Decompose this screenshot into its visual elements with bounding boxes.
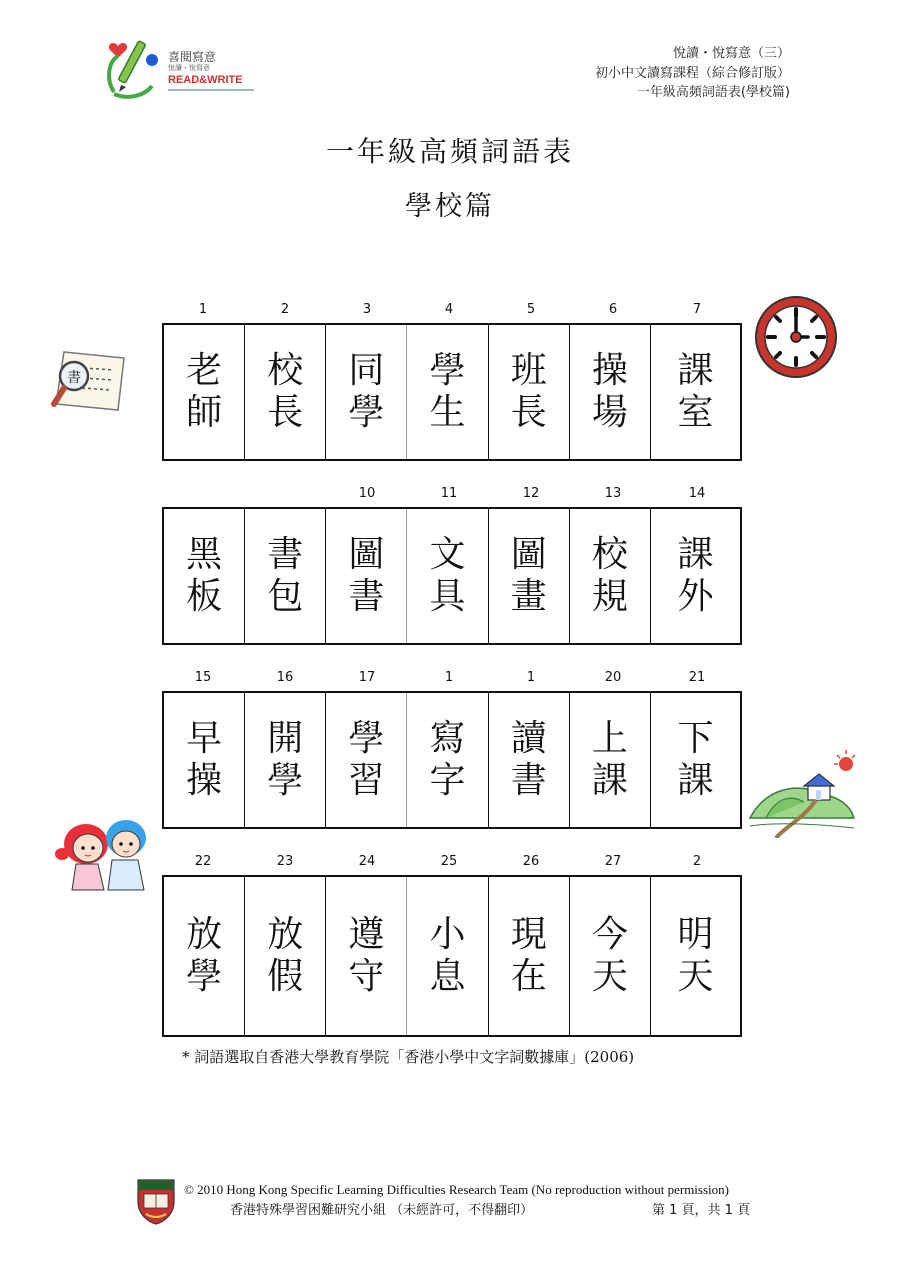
word-number: 11: [440, 486, 458, 501]
word-number: 15: [194, 670, 212, 685]
word-char: 習: [348, 760, 385, 801]
word-cell: [651, 877, 740, 1035]
word-char: 操: [591, 350, 628, 391]
word-cell: [164, 509, 245, 643]
word-char: 課: [677, 760, 714, 801]
word-number: 5: [526, 302, 536, 317]
word-cell: [407, 877, 488, 1035]
word-row-1: [162, 323, 742, 461]
word-char: 生: [429, 392, 466, 433]
word-char: 長: [510, 392, 547, 433]
word-char: 課: [677, 350, 714, 391]
logo-english: READ&WRITE: [168, 74, 243, 86]
word-cell: [326, 693, 407, 827]
header-line-1: 悅讀・悅寫意（三）: [672, 46, 790, 61]
word-char: 學: [429, 350, 466, 391]
word-char: 師: [186, 392, 223, 433]
word-number: 2: [692, 854, 702, 869]
word-cell: [326, 509, 407, 643]
word-char: 黑: [186, 534, 223, 575]
word-char: 守: [348, 956, 385, 997]
word-char: 書: [348, 576, 385, 617]
row-1-numbers: [162, 302, 740, 317]
word-cell: [164, 877, 245, 1035]
word-char: 現: [510, 914, 547, 955]
word-char: 字: [429, 760, 466, 801]
university-crest-icon: [134, 1176, 178, 1226]
word-cell: [407, 325, 488, 459]
word-cell: [489, 509, 570, 643]
word-char: 班: [510, 350, 547, 391]
word-char: 今: [591, 914, 628, 955]
word-number: 1: [444, 670, 454, 685]
word-number: 22: [194, 854, 212, 869]
word-char: 息: [429, 956, 466, 997]
brand-logo: [104, 36, 254, 100]
footer-page-number: 第 1 頁，共 1 頁: [652, 1203, 751, 1218]
word-char: 規: [591, 576, 628, 617]
word-number: 17: [358, 670, 376, 685]
word-char: 場: [591, 392, 628, 433]
word-cell: [326, 877, 407, 1035]
word-number: 1: [526, 670, 536, 685]
word-char: 板: [186, 576, 223, 617]
word-row-2: [162, 507, 742, 645]
word-char: 圖: [348, 534, 385, 575]
word-number: 13: [604, 486, 622, 501]
word-char: 校: [591, 534, 628, 575]
word-number: 23: [276, 854, 294, 869]
word-cell: [489, 325, 570, 459]
word-char: 書: [267, 534, 304, 575]
landscape-house-icon: [746, 748, 856, 838]
word-char: 小: [429, 914, 466, 955]
word-char: 校: [267, 350, 304, 391]
word-char: 放: [186, 914, 223, 955]
word-number: 7: [692, 302, 702, 317]
word-cell: [407, 693, 488, 827]
header-line-3: 一年級高頻詞語表(學校篇): [636, 85, 790, 100]
word-cell: [570, 877, 651, 1035]
footer-chinese: 香港特殊學習困難研究小組 （未經許可，不得翻印）: [230, 1203, 534, 1218]
word-cell: [326, 325, 407, 459]
word-cell: [489, 693, 570, 827]
word-number: 3: [362, 302, 372, 317]
word-char: 開: [267, 718, 304, 759]
word-char: 放: [267, 914, 304, 955]
word-char: 學: [348, 718, 385, 759]
word-number: 10: [358, 486, 376, 501]
word-number: [162, 486, 244, 501]
word-number: 16: [276, 670, 294, 685]
word-cell: [570, 509, 651, 643]
word-number: 25: [440, 854, 458, 869]
word-char: 外: [677, 576, 714, 617]
word-char: 課: [591, 760, 628, 801]
word-char: 下: [677, 718, 714, 759]
word-char: 課: [677, 534, 714, 575]
word-cell: [489, 877, 570, 1035]
paper-magnifier-icon: [44, 344, 134, 416]
word-row-4: [162, 875, 742, 1037]
word-char: 讀: [510, 718, 547, 759]
word-number: 27: [604, 854, 622, 869]
word-char: 學: [267, 760, 304, 801]
clock-icon: [751, 292, 841, 382]
word-char: 操: [186, 760, 223, 801]
page-title: 一年級高頻詞語表: [325, 135, 574, 168]
word-char: 天: [591, 956, 628, 997]
children-icon: [52, 814, 162, 894]
word-number: 12: [522, 486, 540, 501]
row-2-numbers: [162, 486, 740, 501]
word-char: 早: [186, 718, 223, 759]
word-char: 包: [267, 576, 304, 617]
word-char: 假: [267, 956, 304, 997]
word-char: 長: [267, 392, 304, 433]
word-char: 在: [510, 956, 547, 997]
word-cell: [164, 325, 245, 459]
word-cell: [245, 325, 326, 459]
word-cell: [570, 325, 651, 459]
logo-underline: [168, 89, 254, 91]
footer-copyright: © 2010 Hong Kong Specific Learning Difficulties Research Team (No reproduction without permission): [184, 1182, 729, 1197]
word-cell: [245, 693, 326, 827]
word-char: 圖: [510, 534, 547, 575]
logo-sub: 悅讀・悅寫意: [168, 64, 210, 72]
word-cell: [570, 693, 651, 827]
word-char: 同: [348, 350, 385, 391]
word-char: 具: [429, 576, 466, 617]
word-cell: [651, 509, 740, 643]
logo-chinese: 喜閱寫意: [168, 50, 217, 64]
pencil-heart-icon: [104, 36, 164, 100]
word-number: 20: [604, 670, 622, 685]
word-number: 1: [198, 302, 208, 317]
word-char: 文: [429, 534, 466, 575]
word-cell: [245, 877, 326, 1035]
word-cell: [245, 509, 326, 643]
page-subtitle: 學校篇: [405, 191, 495, 222]
source-footnote: * 詞語選取自香港大學教育學院「香港小學中文字詞數據庫」(2006): [182, 1048, 635, 1066]
word-char: 學: [348, 392, 385, 433]
word-cell: [164, 693, 245, 827]
word-cell: [651, 325, 740, 459]
word-char: 寫: [429, 718, 466, 759]
word-char: 明: [677, 914, 714, 955]
word-number: 6: [608, 302, 618, 317]
word-char: 老: [186, 350, 223, 391]
row-4-numbers: [162, 854, 740, 869]
word-number: [244, 486, 326, 501]
word-char: 天: [677, 956, 714, 997]
word-char: 學: [186, 956, 223, 997]
word-char: 書: [510, 760, 547, 801]
word-number: 14: [688, 486, 706, 501]
word-char: 畫: [510, 576, 547, 617]
header-line-2: 初小中文讀寫課程（綜合修訂版）: [594, 66, 790, 81]
word-row-3: [162, 691, 742, 829]
word-char: 室: [677, 392, 714, 433]
row-3-numbers: [162, 670, 740, 685]
word-char: 遵: [348, 914, 385, 955]
word-number: 24: [358, 854, 376, 869]
word-cell: [651, 693, 740, 827]
word-number: 26: [522, 854, 540, 869]
svg-text:書: 書: [67, 370, 81, 386]
word-number: 2: [280, 302, 290, 317]
word-number: 21: [688, 670, 706, 685]
word-char: 上: [591, 718, 628, 759]
word-number: 4: [444, 302, 454, 317]
word-cell: [407, 509, 488, 643]
